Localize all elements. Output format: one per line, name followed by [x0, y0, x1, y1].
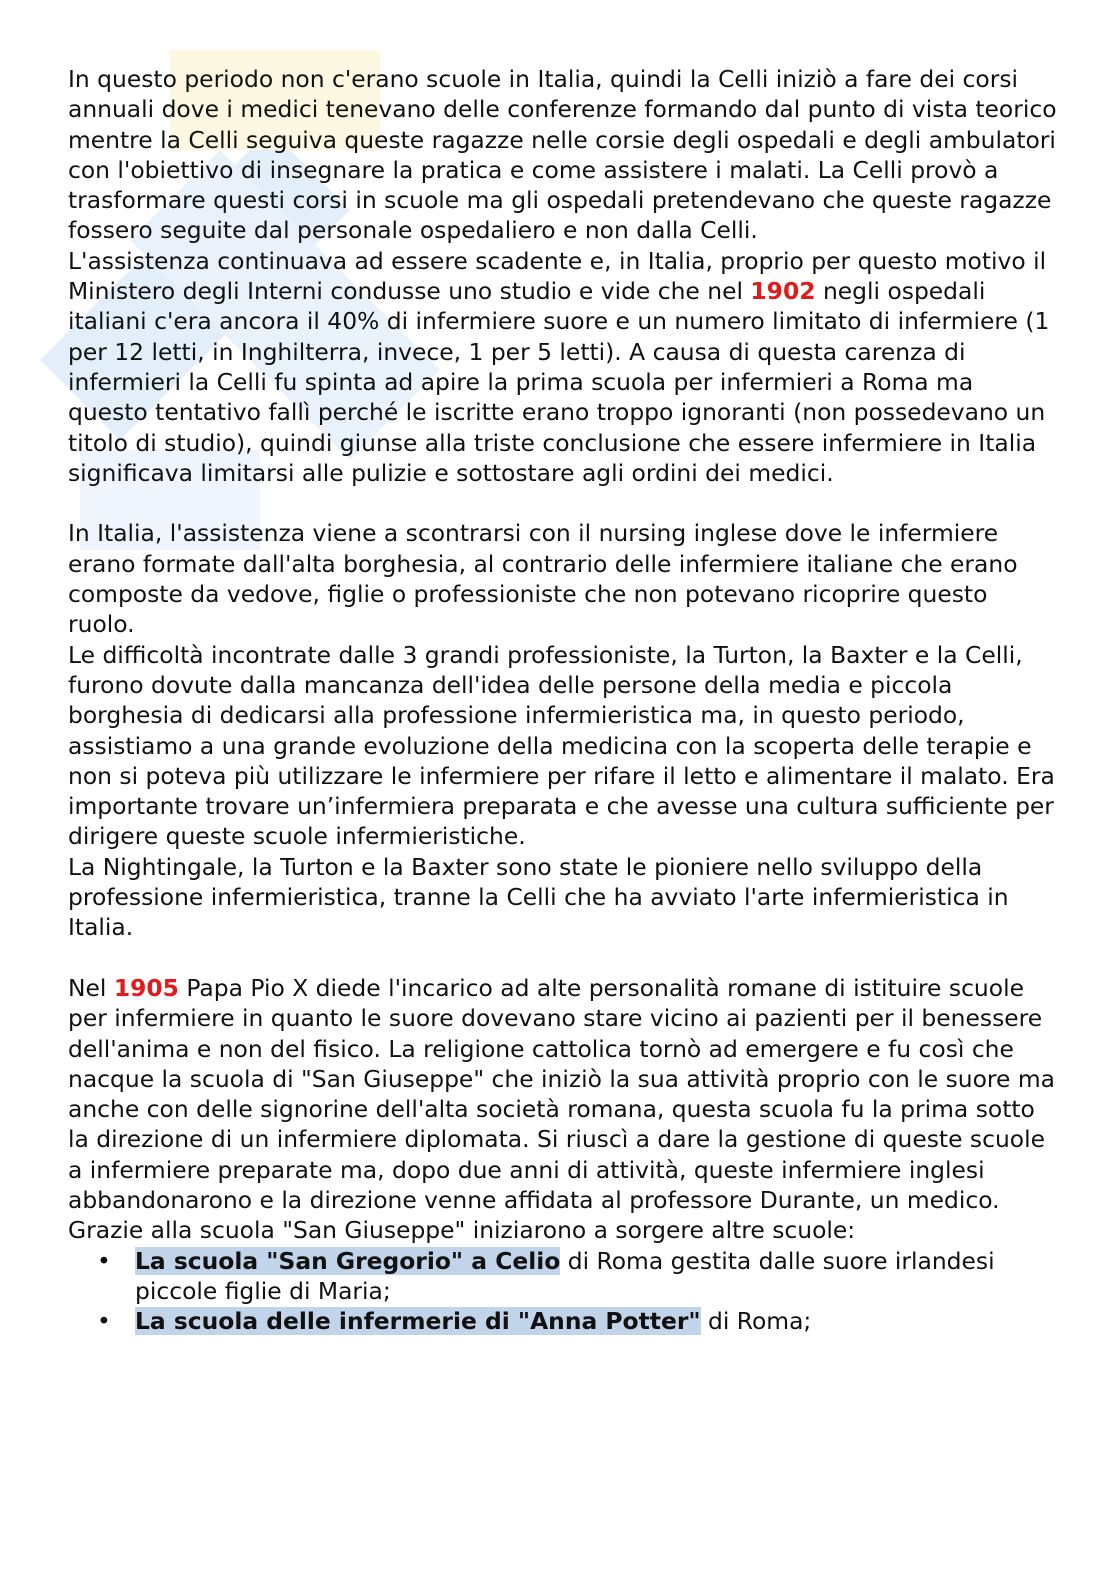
paragraph-pope-pius-after: Papa Pio X diede l'incarico ad alte personalità romane di istituire scuole per infermiere in quanto le suore dovevano stare vicino ai pazienti per il benessere dell'anima e non del fisico. La religione cattolica tornò ad emergere e fu così che nacque la scuola di "San Giuseppe" che iniziò la sua attività proprio con le suore ma anche con delle signorine dell'alta società romana, questa scuola fu la prima sotto la direzione di un infermiere diplomata. Si riuscì a dare la gestione di queste scuole a infermiere preparate ma, dopo due anni di attività, queste infermiere inglesi abbandonarono e la direzione venne affidata al professore Durante, un medico. — [68, 973, 1055, 1214]
paragraph-celli-courses: In questo periodo non c'erano scuole in Italia, quindi la Celli iniziò a fare dei corsi annuali dove i medici tenevano delle conferenze formando dal punto di vista teorico mentre la Celli seguiva queste ragazze nelle corsie degli ospedali e degli ambulatori con l'obiettivo di insegnare la pratica e come assistere i malati. La Celli provò a trasformare questi corsi in scuole ma gli ospedali pretendevano che queste ragazze fossero seguite dal personale ospedaliero e non dalla Celli. — [68, 65, 1057, 245]
blank-line — [68, 488, 1058, 518]
list-item — [97, 1306, 1058, 1336]
paragraph-schools-intro: Grazie alla scuola "San Giuseppe" iniziarono a sorgere altre scuole: — [68, 1216, 856, 1245]
document-body — [68, 64, 1058, 1336]
paragraph-english-nursing: In Italia, l'assistenza viene a scontrarsi con il nursing inglese dove le infermiere erano formate dall'alta borghesia, al contrario delle infermiere italiane che erano composte da vedove, figlie o professioniste che non potevano ricoprire questo ruolo. — [68, 519, 1018, 639]
list-item — [97, 1246, 1058, 1307]
list-item-text: di Roma; — [700, 1307, 812, 1336]
list-item-text: di Roma gestita dalle suore irlandesi piccole figlie di Maria; — [135, 1246, 995, 1305]
bullet-icon: • — [97, 1246, 111, 1275]
highlighted-school-name: La scuola delle infermerie di "Anna Potter" — [135, 1307, 701, 1336]
paragraph-pope-pius — [68, 973, 1058, 1215]
schools-list — [68, 1246, 1058, 1337]
year-1905: 1905 — [113, 973, 179, 1002]
paragraph-ministry-study-before: L'assistenza continuava ad essere scadente e, in Italia, proprio per questo motivo il Ministero degli Interni condusse uno studio e vide che nel — [68, 246, 1047, 306]
paragraph-difficulties: Le difficoltà incontrate dalle 3 grandi professioniste, la Turton, la Baxter e la Celli, furono dovute dalla mancanza dell'idea delle persone della media e piccola borghesia di dedicarsi alla professione infermieristica ma, in questo periodo, assistiamo a una grande evoluzione della medicina con la scoperta delle terapie e non si poteva più utilizzare le infermiere per rifare il letto e alimentare il malato. Era importante trovare un’infermiera preparata e che avesse una cultura sufficiente per dirigere queste scuole infermieristiche. — [68, 640, 1055, 851]
year-1902: 1902 — [750, 277, 816, 306]
paragraph-pope-pius-before: Nel — [68, 973, 114, 1002]
blank-line — [68, 943, 1058, 973]
paragraph-pioneers: La Nightingale, la Turton e la Baxter sono state le pioniere nello sviluppo della professione infermieristica, tranne la Celli che ha avviato l'arte infermieristica in Italia. — [68, 852, 1009, 942]
paragraph-ministry-study-after: negli ospedali italiani c'era ancora il 40% di infermiere suore e un numero limitato di infermiere (1 per 12 letti, in Inghilterra, invece, 1 per 5 letti). A causa di questa carenza di infermieri la Celli fu spinta ad apire la prima scuola per infermieri a Roma ma questo tentativo fallì perché le iscritte erano troppo ignoranti (non possedevano un titolo di studio), quindi giunse alla triste conclusione che essere infermiere in Italia significava limitarsi alle pulizie e sottostare agli ordini dei medici. — [68, 277, 1050, 487]
bullet-icon: • — [97, 1307, 111, 1336]
highlighted-school-name: La scuola "San Gregorio" a Celio — [135, 1246, 561, 1275]
paragraph-ministry-study — [68, 246, 1058, 488]
